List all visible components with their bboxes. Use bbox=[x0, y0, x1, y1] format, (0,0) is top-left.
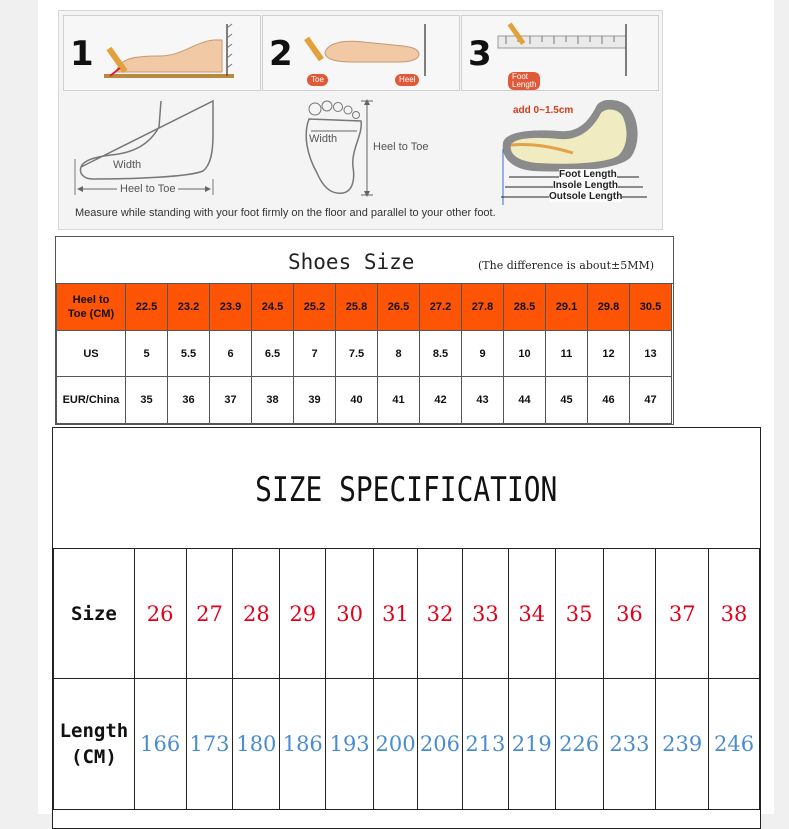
size-difference-note: (The difference is about±5MM) bbox=[478, 259, 655, 272]
heel-to-toe-label: Heel to Toe bbox=[117, 183, 178, 195]
row-header: Size bbox=[54, 549, 135, 679]
add-allowance-label: add 0~1.5cm bbox=[513, 105, 574, 116]
step-number: 2 bbox=[269, 34, 293, 74]
table-cell: 43 bbox=[462, 377, 504, 424]
table-cell: 41 bbox=[378, 377, 420, 424]
row-header: US bbox=[57, 331, 126, 377]
size-cell: 29 bbox=[280, 549, 326, 679]
measure-instruction: Measure while standing with your foot firmly on the floor and parallel to your other foot. bbox=[75, 207, 496, 219]
length-cell: 226 bbox=[555, 679, 603, 810]
row-header: Heel to Toe (CM) bbox=[57, 284, 126, 331]
table-cell: 42 bbox=[420, 377, 462, 424]
table-cell: 24.5 bbox=[252, 284, 294, 331]
size-specification-title: SIZE SPECIFICATION bbox=[255, 470, 558, 510]
heel-to-toe-label: Heel to Toe bbox=[373, 141, 429, 153]
table-row-eur-china bbox=[57, 377, 672, 424]
size-cell: 26 bbox=[134, 549, 186, 679]
shoes-size-title-row bbox=[56, 237, 673, 284]
length-cell: 219 bbox=[508, 679, 555, 810]
size-cell: 28 bbox=[233, 549, 280, 679]
table-cell: 29.8 bbox=[588, 284, 630, 331]
size-cell: 35 bbox=[555, 549, 603, 679]
size-cell: 30 bbox=[326, 549, 374, 679]
table-cell: 13 bbox=[630, 331, 672, 377]
table-cell: 10 bbox=[504, 331, 546, 377]
size-cell: 33 bbox=[462, 549, 508, 679]
step-number: 3 bbox=[468, 34, 492, 74]
table-cell: 8 bbox=[378, 331, 420, 377]
table-cell: 38 bbox=[252, 377, 294, 424]
insole-length-label: Insole Length bbox=[553, 180, 618, 191]
size-specification-table bbox=[52, 427, 761, 829]
top-foot-diagram bbox=[291, 95, 487, 207]
size-cell: 27 bbox=[186, 549, 233, 679]
size-cell: 31 bbox=[374, 549, 418, 679]
table-cell: 8.5 bbox=[420, 331, 462, 377]
foot-length-label: Foot Length bbox=[559, 169, 617, 180]
table-cell: 5.5 bbox=[168, 331, 210, 377]
size-cell: 37 bbox=[656, 549, 709, 679]
outsole-length-label: Outsole Length bbox=[549, 191, 623, 202]
table-cell: 46 bbox=[588, 377, 630, 424]
table-cell: 7.5 bbox=[336, 331, 378, 377]
heel-tag: Heel bbox=[395, 74, 419, 86]
table-cell: 26.5 bbox=[378, 284, 420, 331]
shoes-size-grid bbox=[56, 283, 672, 424]
length-cell: 173 bbox=[186, 679, 233, 810]
foot-length-tag bbox=[508, 72, 540, 90]
width-label: Width bbox=[309, 133, 338, 145]
table-cell: 28.5 bbox=[504, 284, 546, 331]
foot-side-measure-illustration bbox=[64, 16, 260, 90]
length-cell: 246 bbox=[709, 679, 760, 810]
table-cell: 6 bbox=[210, 331, 252, 377]
table-cell: 36 bbox=[168, 377, 210, 424]
side-foot-diagram bbox=[63, 95, 285, 207]
shoes-size-title: Shoes Size bbox=[288, 250, 415, 274]
step-number: 1 bbox=[70, 34, 94, 74]
step-3-panel bbox=[461, 15, 659, 91]
step-1-panel bbox=[63, 15, 261, 91]
table-row-heel-to-toe bbox=[57, 284, 672, 331]
table-row-us bbox=[57, 331, 672, 377]
table-row-length bbox=[54, 679, 760, 810]
table-cell: 44 bbox=[504, 377, 546, 424]
size-cell: 32 bbox=[418, 549, 463, 679]
size-cell: 36 bbox=[603, 549, 656, 679]
size-cell: 38 bbox=[709, 549, 760, 679]
table-cell: 12 bbox=[588, 331, 630, 377]
measurement-guide bbox=[58, 10, 663, 230]
table-cell: 39 bbox=[294, 377, 336, 424]
table-cell: 23.9 bbox=[210, 284, 252, 331]
length-cell: 206 bbox=[418, 679, 463, 810]
length-cell: 239 bbox=[656, 679, 709, 810]
ruler-illustration bbox=[462, 16, 658, 90]
tag-line-2: Length bbox=[512, 80, 537, 89]
table-cell: 47 bbox=[630, 377, 672, 424]
table-cell: 6.5 bbox=[252, 331, 294, 377]
table-cell: 25.8 bbox=[336, 284, 378, 331]
shoe-length-diagram bbox=[493, 95, 657, 207]
table-cell: 40 bbox=[336, 377, 378, 424]
step-2-panel bbox=[262, 15, 460, 91]
table-cell: 22.5 bbox=[126, 284, 168, 331]
length-cell: 213 bbox=[462, 679, 508, 810]
size-specification-title-row bbox=[53, 428, 760, 549]
table-cell: 27.8 bbox=[462, 284, 504, 331]
table-cell: 45 bbox=[546, 377, 588, 424]
tag-line-1: Foot bbox=[512, 72, 529, 81]
table-cell: 11 bbox=[546, 331, 588, 377]
size-specification-grid bbox=[53, 548, 760, 810]
table-row-size bbox=[54, 549, 760, 679]
length-cell: 166 bbox=[134, 679, 186, 810]
table-cell: 30.5 bbox=[630, 284, 672, 331]
table-cell: 23.2 bbox=[168, 284, 210, 331]
length-cell: 200 bbox=[374, 679, 418, 810]
table-cell: 9 bbox=[462, 331, 504, 377]
table-cell: 5 bbox=[126, 331, 168, 377]
row-header: Length (CM) bbox=[54, 679, 135, 810]
length-cell: 186 bbox=[280, 679, 326, 810]
toe-tag: Toe bbox=[307, 74, 328, 86]
shoes-size-table bbox=[55, 236, 674, 425]
length-cell: 233 bbox=[603, 679, 656, 810]
table-cell: 37 bbox=[210, 377, 252, 424]
row-header: EUR/China bbox=[57, 377, 126, 424]
width-label: Width bbox=[113, 159, 142, 171]
length-cell: 180 bbox=[233, 679, 280, 810]
size-cell: 34 bbox=[508, 549, 555, 679]
length-cell: 193 bbox=[326, 679, 374, 810]
table-cell: 29.1 bbox=[546, 284, 588, 331]
table-cell: 7 bbox=[294, 331, 336, 377]
table-cell: 35 bbox=[126, 377, 168, 424]
foot-top-measure-illustration bbox=[263, 16, 459, 90]
table-cell: 25.2 bbox=[294, 284, 336, 331]
table-cell: 27.2 bbox=[420, 284, 462, 331]
